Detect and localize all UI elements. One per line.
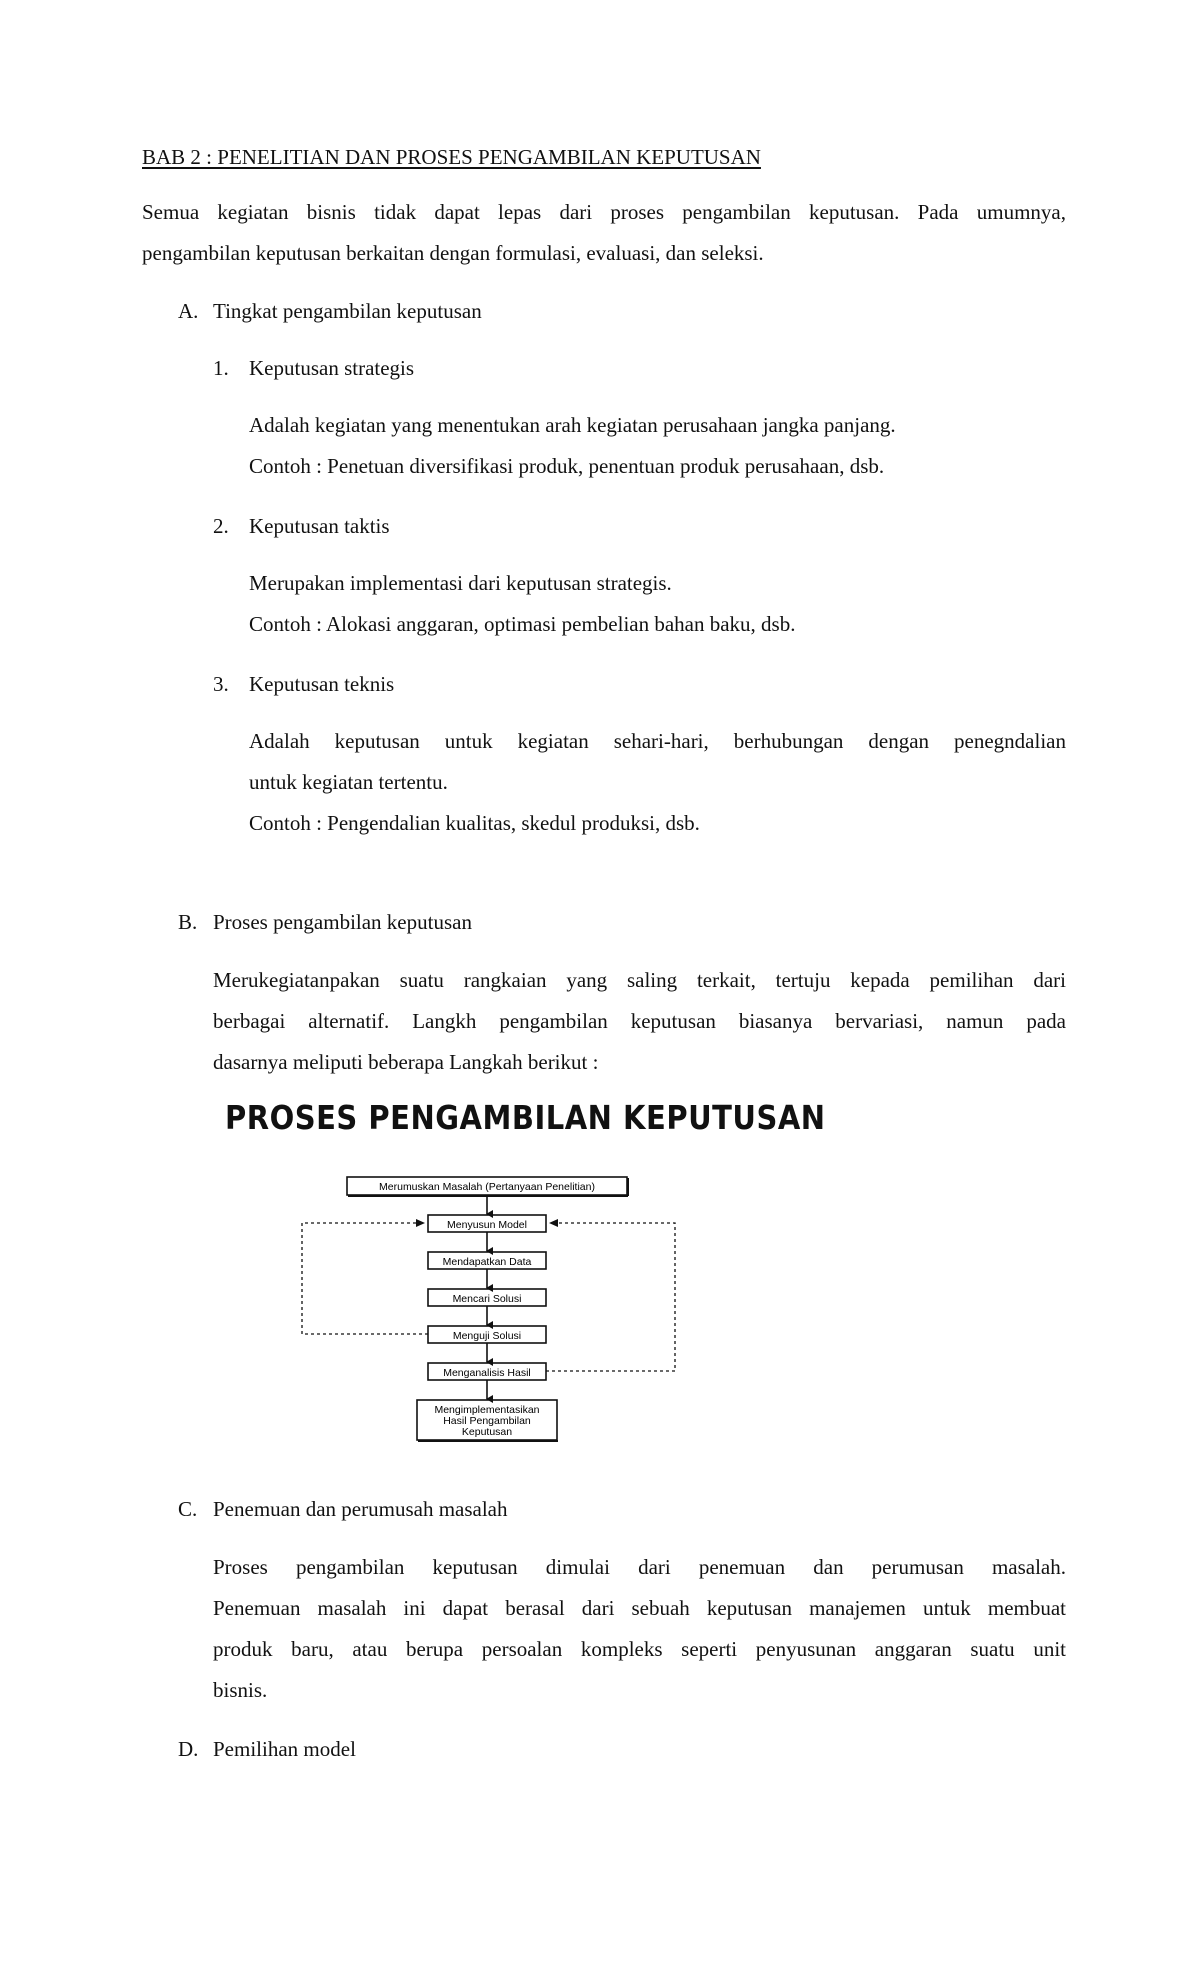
section-c-line-3: produk baru, atau berupa persoalan kompleks seperti penyusunan anggaran suatu unit [213, 1637, 1066, 1661]
item-2-line-1: Merupakan implementasi dari keputusan strategis. [249, 571, 672, 595]
section-c-line-4: bisnis. [213, 1678, 268, 1702]
flow-step-5-label: Menguji Solusi [452, 1330, 522, 1342]
section-b-line-1: Merukegiatanpakan suatu rangkaian yang saling terkait, tertuju kepada pemilihan dari [213, 968, 1066, 992]
feedback-loop-right [546, 1223, 675, 1371]
flow-step-2-label: Menyusun Model [447, 1219, 527, 1231]
section-c-line-2: Penemuan masalah ini dapat berasal dari sebuah keputusan manajemen untuk membuat [213, 1596, 1066, 1620]
item-1-line-2: Contoh : Penetuan diversifikasi produk, penentuan produk perusahaan, dsb. [249, 454, 885, 478]
section-c-line-1: Proses pengambilan keputusan dimulai dari penemuan dan perumusan masalah. [213, 1555, 1066, 1579]
item-3-line-1: Adalah keputusan untuk kegiatan sehari-hari, berhubungan dengan penegndalian [249, 729, 1066, 753]
flow-step-5 [428, 1326, 546, 1343]
item-3-heading: Keputusan teknis [249, 672, 395, 696]
section-c-marker: C. [178, 1497, 198, 1521]
section-d-marker: D. [178, 1737, 199, 1761]
item-3-line-3: Contoh : Pengendalian kualitas, skedul produksi, dsb. [249, 811, 700, 835]
intro-line-1: Semua kegiatan bisnis tidak dapat lepas dari proses pengambilan keputusan. Pada umumnya, [142, 200, 1066, 224]
item-1-marker: 1. [213, 356, 229, 380]
page-title: BAB 2 : PENELITIAN DAN PROSES PENGAMBILAN KEPUTUSAN [142, 145, 761, 169]
decision-process-flowchart [290, 1165, 690, 1455]
diagram-title: PROSES PENGAMBILAN KEPUTUSAN [225, 1098, 826, 1138]
section-d-heading: Pemilihan model [213, 1737, 356, 1761]
item-3-marker: 3. [213, 672, 229, 696]
flow-step-3-label: Mendapatkan Data [442, 1256, 532, 1268]
flow-step-6-label: Menganalisis Hasil [443, 1367, 531, 1379]
flow-step-7 [417, 1400, 558, 1441]
section-b-line-2: berbagai alternatif. Langkh pengambilan keputusan biasanya bervariasi, namun pada [213, 1009, 1066, 1033]
flow-step-1-label: Merumuskan Masalah (Pertanyaan Penelitian) [379, 1181, 595, 1193]
item-3-line-2: untuk kegiatan tertentu. [249, 770, 448, 794]
item-2-marker: 2. [213, 514, 229, 538]
item-1-line-1: Adalah kegiatan yang menentukan arah kegiatan perusahaan jangka panjang. [249, 413, 896, 437]
section-b-marker: B. [178, 910, 198, 934]
item-2-line-2: Contoh : Alokasi anggaran, optimasi pembelian bahan baku, dsb. [249, 612, 796, 636]
intro-line-2: pengambilan keputusan berkaitan dengan formulasi, evaluasi, dan seleksi. [142, 241, 764, 265]
section-b-heading: Proses pengambilan keputusan [213, 910, 472, 934]
flow-step-7-line-1: Mengimplementasikan [434, 1404, 540, 1416]
section-a-heading: Tingkat pengambilan keputusan [213, 299, 482, 323]
item-1-heading: Keputusan strategis [249, 356, 415, 380]
flow-step-1 [347, 1177, 628, 1196]
flow-step-7-line-2: Hasil Pengambilan [443, 1415, 531, 1427]
section-b-line-3: dasarnya meliputi beberapa Langkah berikut : [213, 1050, 599, 1074]
flow-step-7-line-3: Keputusan [461, 1426, 513, 1438]
item-2-heading: Keputusan taktis [249, 514, 390, 538]
flow-step-2 [428, 1215, 546, 1232]
section-c-heading: Penemuan dan perumusah masalah [213, 1497, 508, 1521]
flow-step-3 [428, 1252, 546, 1269]
section-a-marker: A. [178, 299, 199, 323]
flow-step-4 [428, 1289, 546, 1306]
feedback-loop-left [302, 1223, 428, 1334]
flow-step-6 [428, 1363, 546, 1380]
flow-step-4-label: Mencari Solusi [452, 1293, 522, 1305]
